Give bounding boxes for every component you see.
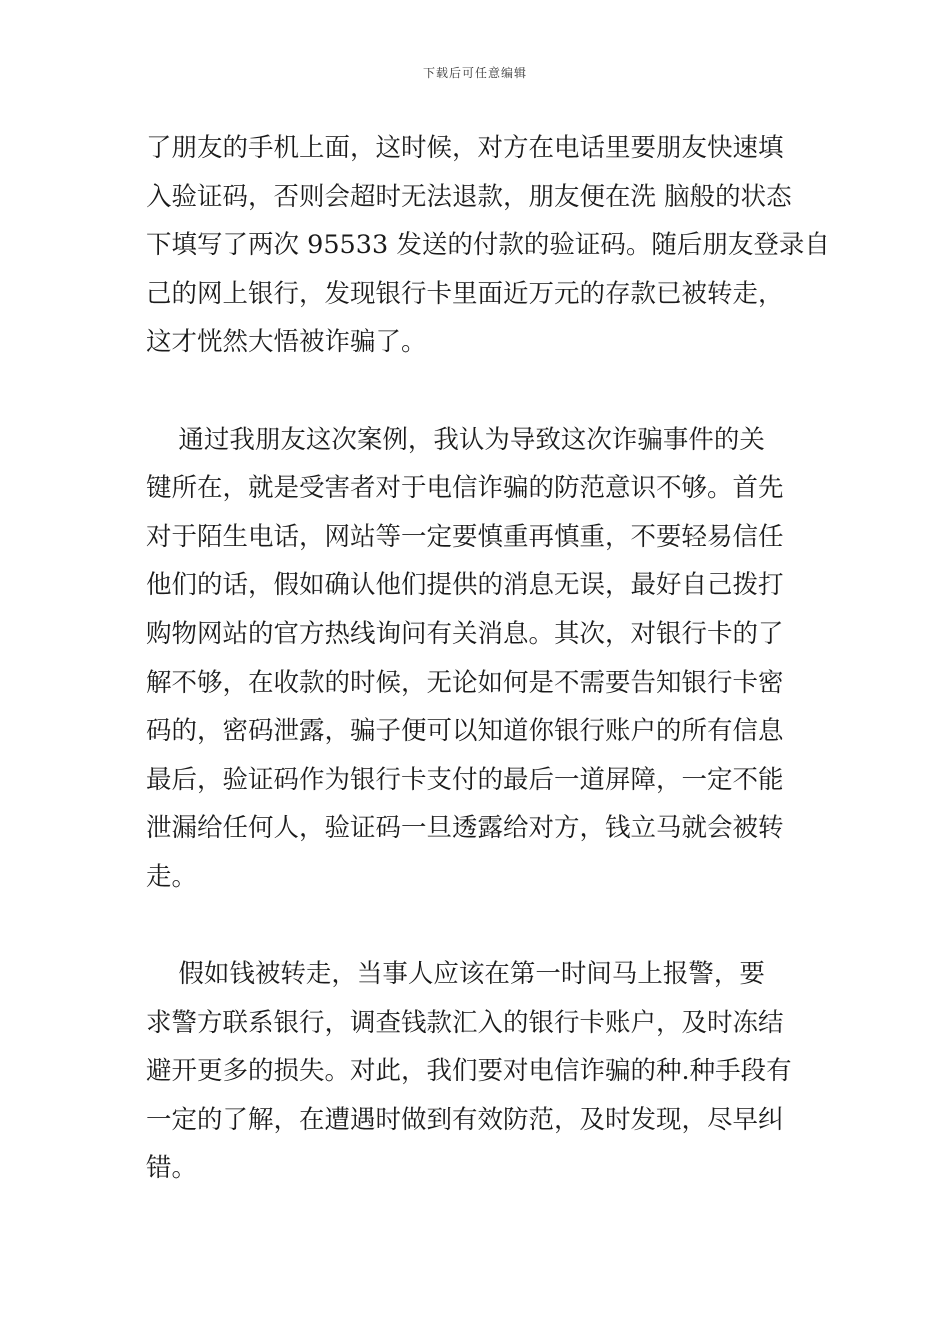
paragraph-line: 键所在，就是受害者对于电信诈骗的防范意识不够。首先: [146, 473, 784, 504]
paragraph-line: 一定的了解，在遭遇时做到有效防范，及时发现，尽早纠: [146, 1104, 784, 1135]
paragraph-line: 通过我朋友这次案例，我认为导致这次诈骗事件的关: [146, 424, 765, 455]
paragraph-2: [146, 416, 808, 902]
paragraph-line: 求警方联系银行，调查钱款汇入的银行卡账户，及时冻结: [146, 1007, 784, 1038]
paragraph-line: 假如钱被转走，当事人应该在第一时间马上报警，要: [146, 959, 765, 990]
paragraph-line: 最后，验证码作为银行卡支付的最后一道屏障，一定不能: [146, 764, 784, 795]
paragraph-line: 走。: [146, 861, 198, 892]
page-header: 下载后可任意编辑: [422, 66, 527, 80]
paragraph-line: 泄漏给任何人，验证码一旦透露给对方，钱立马就会被转: [146, 813, 784, 844]
paragraph-line: 购物网站的官方热线询问有关消息。其次，对银行卡的了: [146, 618, 784, 649]
paragraph-line: 下填写了两次 95533 发送的付款的验证码。随后朋友登录自: [146, 230, 830, 261]
paragraph-line: 了朋友的手机上面，这时候，对方在电话里要朋友快速填: [146, 133, 784, 163]
paragraph-line: 对于陌生电话，网站等一定要慎重再慎重，不要轻易信任: [146, 521, 784, 552]
paragraph-3: [146, 950, 808, 1193]
paragraph-line: 己的网上银行，发现银行卡里面近万元的存款已被转走，: [146, 278, 784, 309]
paragraph-line: 解不够，在收款的时候，无论如何是不需要告知银行卡密: [146, 667, 784, 698]
paragraph-line: 错。: [146, 1153, 198, 1184]
document-body: [146, 124, 830, 1193]
paragraph-1: [146, 124, 830, 367]
paragraph-line: 避开更多的损失。对此，我们要对电信诈骗的种.种手段有: [146, 1056, 792, 1087]
paragraph-line: 他们的话，假如确认他们提供的消息无误，最好自己拨打: [146, 570, 784, 601]
paragraph-line: 这才恍然大悟被诈骗了。: [146, 327, 427, 358]
paragraph-line: 码的，密码泄露，骗子便可以知道你银行账户的所有信息: [146, 716, 784, 747]
paragraph-line: 入验证码，否则会超时无法退款，朋友便在洗 脑般的状态: [146, 181, 792, 212]
